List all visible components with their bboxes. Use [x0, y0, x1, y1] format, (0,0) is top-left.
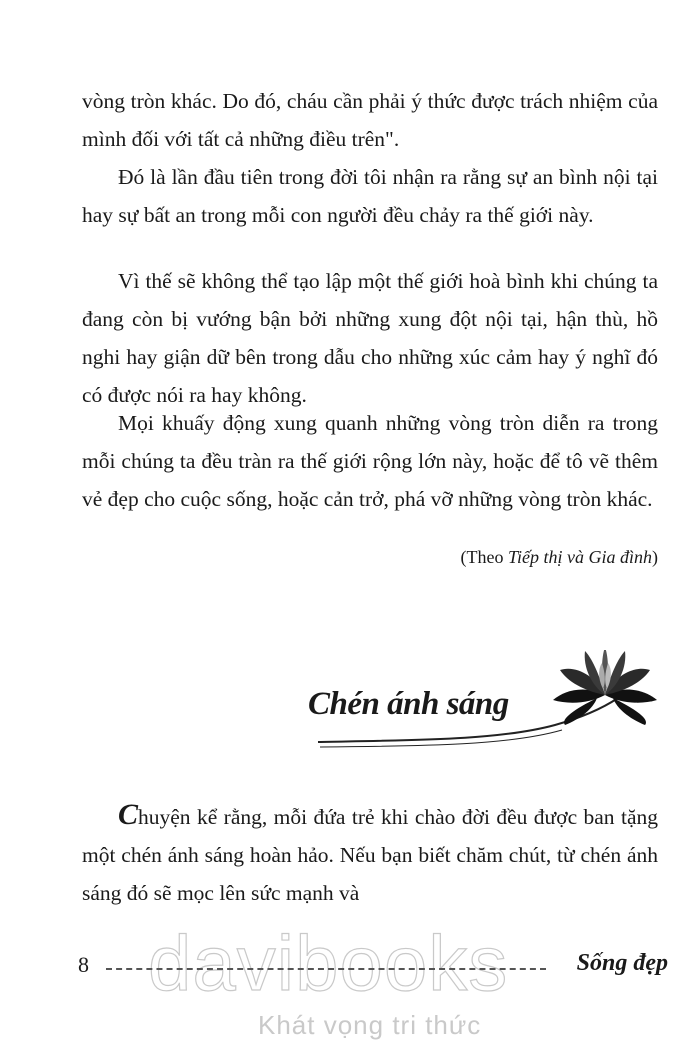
- page-footer: [78, 952, 668, 982]
- paragraph-realization: Đó là lần đầu tiên trong đời tôi nhận ra rằng sự an bình nội tại hay sự bất an trong mỗi con người đều chảy ra thế giới này.: [82, 165, 658, 227]
- source-prefix: (Theo: [460, 547, 508, 567]
- section-body-text: huyện kể rằng, mỗi đứa trẻ khi chào đời đều được ban tặng một chén ánh sáng hoàn hảo. Nếu bạn biết chăm chút, từ chén ánh sáng đó sẽ mọc lên sức mạnh và: [82, 805, 658, 905]
- section-heading: [300, 650, 680, 760]
- source-citation: [461, 547, 658, 568]
- paragraph-continuation: vòng tròn khác. Do đó, cháu cần phải ý thức được trách nhiệm của mình đối với tất cả những điều trên".: [82, 89, 658, 151]
- page-number: 8: [78, 952, 89, 977]
- paragraph-peace: Vì thế sẽ không thể tạo lập một thế giới hoà bình khi chúng ta đang còn bị vướng bận bởi những xung đột nội tại, hận thù, hồ nghi hay giận dữ bên trong dẫu cho những xúc cảm hay ý nghĩ đó có được nói ra hay không.: [82, 269, 658, 407]
- source-suffix: ): [652, 547, 658, 567]
- section-body: [82, 798, 658, 912]
- paragraph-circles: Mọi khuấy động xung quanh những vòng tròn diễn ra trong mỗi chúng ta đều tràn ra thế giới rộng lớn này, hoặc để tô vẽ thêm vẻ đẹp cho cuộc sống, hoặc cản trở, phá vỡ những vòng tròn khác.: [82, 411, 658, 511]
- watermark-tagline: Khát vọng tri thức: [258, 1010, 482, 1040]
- drop-cap: C: [118, 798, 139, 831]
- footer-divider: [106, 968, 546, 970]
- section-title: Chén ánh sáng: [308, 686, 509, 722]
- running-title: Sống đẹp: [576, 950, 668, 976]
- source-title: Tiếp thị và Gia đình: [508, 547, 652, 567]
- watermark-brand: davibooks: [148, 919, 509, 1007]
